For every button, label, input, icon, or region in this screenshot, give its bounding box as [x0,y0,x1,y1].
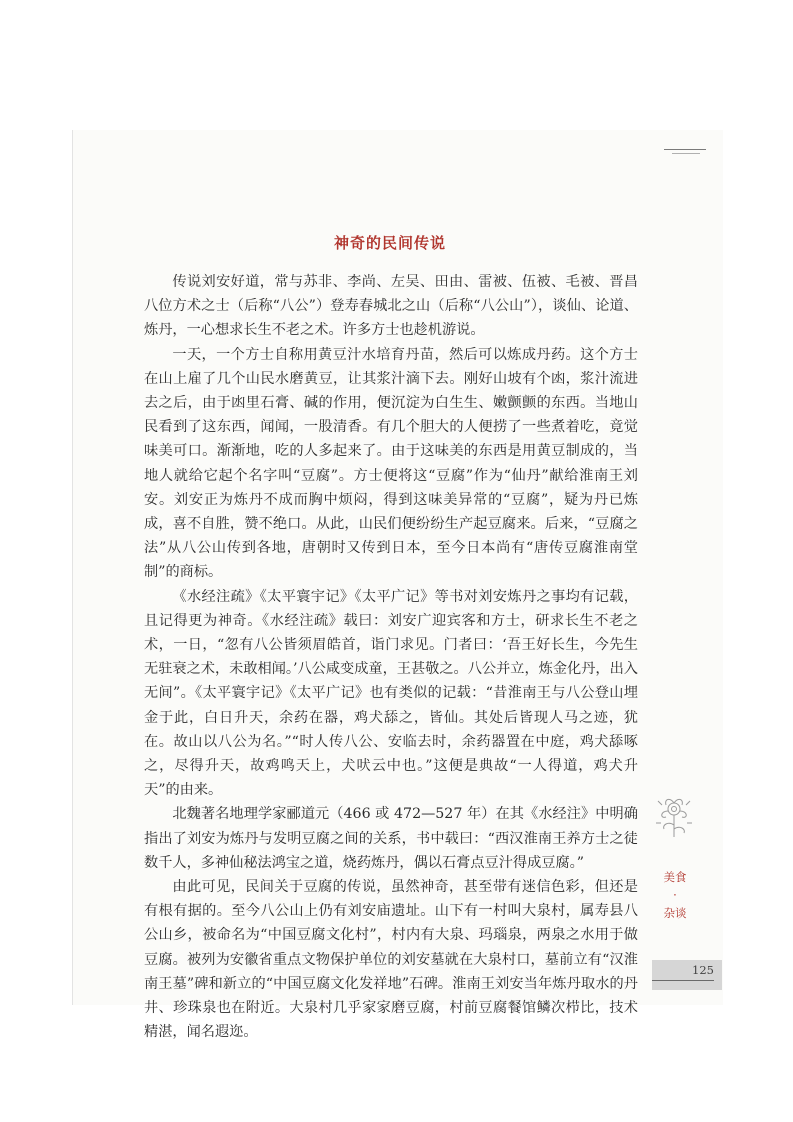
article-body [144,270,638,1045]
header-rule-secondary [672,153,700,154]
paragraph: 传说刘安好道，常与苏非、李尚、左吴、田由、雷被、伍被、毛被、晋昌八位方术之士（后称“八公”）登寿春城北之山（后称“八公山”），谈仙、论道、炼丹，一心想求长生不老之术。许多方士也趁机游说。 [144,274,638,339]
section-label-line2: 杂谈 [663,906,687,920]
paragraph: 北魏著名地理学家郦道元（466 或 472—527 年）在其《水经注》中明确指出了刘安为炼丹与发明豆腐之间的关系，书中载曰：“西汉淮南王养方士之徒数千人，多神仙秘法鸿宝之道，烧药炼丹，偶以石膏点豆汁得成豆腐。” [144,806,638,871]
section-label [656,868,694,922]
paragraph: 由此可见，民间关于豆腐的传说，虽然神奇，甚至带有迷信色彩，但还是有根有据的。至今八公山上仍有刘安庙遗址。山下有一村叫大泉村，属寿县八公山乡，被命名为“中国豆腐文化村”，村内有大泉、玛瑙泉，两泉之水用于做豆腐。被列为安徽省重点文物保护单位的刘安墓就在大泉村口，墓前立有“汉淮南王墓”碑和新立的“中国豆腐文化发祥地”石碑。淮南王刘安当年炼丹取水的丹井、珍珠泉也在附近。大泉村几乎家家磨豆腐，村前豆腐餐馆鳞次栉比，技术精湛，闻名遐迩。 [144,879,638,1041]
header-rule [664,149,706,150]
section-label-dot: · [673,888,677,902]
flower-ornament-icon [652,793,696,841]
article-title: 神奇的民间传说 [333,234,446,252]
paragraph: 一天，一个方士自称用黄豆汁水培育丹苗，然后可以炼成丹药。这个方士在山上雇了几个山民水磨黄豆，让其浆汁滴下去。刚好山坡有个凼，浆汁流进去之后，由于凼里石膏、碱的作用，便沉淀为白生生、嫩颤颤的东西。当地山民看到了这东西，闻闻，一股清香。有几个胆大的人便捞了一些煮着吃，竟觉味美可口。渐渐地，吃的人多起来了。由于这味美的东西是用黄豆制成的，当地人就给它起个名字叫“豆腐”。方士便将这“豆腐”作为“仙丹”献给淮南王刘安。刘安正为炼丹不成而胸中烦闷，得到这味美异常的“豆腐”，疑为丹已炼成，喜不自胜，赞不绝口。从此，山民们便纷纷生产起豆腐来。后来，“豆腐之法”从八公山传到各地，唐朝时又传到日本，至今日本尚有“唐传豆腐淮南堂制”的商标。 [144,346,638,581]
page-number: 125 [652,960,714,981]
paragraph: 《水经注疏》《太平寰宇记》《太平广记》等书对刘安炼丹之事均有记载，且记得更为神奇。《水经注疏》载曰：刘安广迎宾客和方士，研求长生不老之术，一日，“忽有八公皆须眉皓首，诣门求见。门者曰：‘吾王好长生，今先生无驻衰之术，未敢相闻。’八公咸变成童，王甚敬之。八公并立，炼金化丹，出入无间”。《太平寰宇记》《太平广记》也有类似的记载：“昔淮南王与八公登山埋金于此，白日升天，余药在器，鸡犬舔之，皆仙。其处后皆现人马之迹，犹在。故山以八公为名。”“时人传八公、安临去时，余药器置在中庭，鸡犬舔啄之，尽得升天，故鸡鸣天上，犬吠云中也。”这便是典故“一人得道，鸡犬升天”的由来。 [144,588,638,799]
section-label-line1: 美食 [663,870,687,884]
